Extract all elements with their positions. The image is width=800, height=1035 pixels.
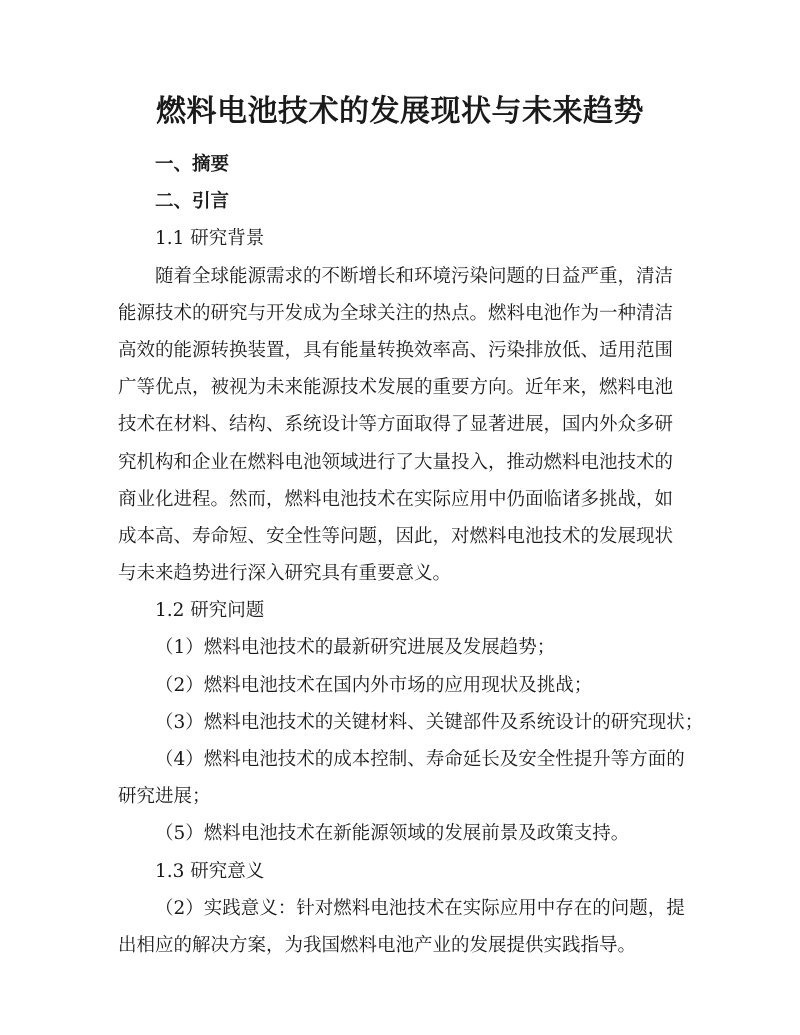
- section-heading-significance: 1.3 研究意义: [155, 860, 265, 882]
- paragraph-line: 广等优点，被视为未来能源技术发展的重要方向。近年来，燃料电池: [118, 377, 674, 399]
- paragraph-line: 成本高、寿命短、安全性等问题，因此，对燃料电池技术的发展现状: [118, 525, 674, 547]
- document-body: [118, 146, 704, 964]
- heading-abstract: 一、摘要: [155, 154, 230, 175]
- question-item-2: （2）燃料电池技术在国内外市场的应用现状及挑战；: [155, 674, 593, 696]
- paragraph-line: 技术在材料、结构、系统设计等方面取得了显著进展，国内外众多研: [118, 414, 674, 436]
- paragraph-line: 随着全球能源需求的不断增长和环境污染问题的日益严重，清洁: [155, 265, 674, 287]
- paragraph-line: 与未来趋势进行深入研究具有重要意义。: [118, 563, 452, 585]
- paragraph-line: 究机构和企业在燃料电池领域进行了大量投入，推动燃料电池技术的: [118, 451, 674, 473]
- section-heading-questions: 1.2 研究问题: [155, 600, 265, 622]
- significance-paragraph-line: （2）实践意义：针对燃料电池技术在实际应用中存在的问题，提: [155, 897, 685, 919]
- significance-paragraph-line: 出相应的解决方案，为我国燃料电池产业的发展提供实践指导。: [118, 934, 637, 956]
- question-item-3: （3）燃料电池技术的关键材料、关键部件及系统设计的研究现状；: [155, 711, 704, 733]
- question-item-5: （5）燃料电池技术在新能源领域的发展前景及政策支持。: [155, 823, 630, 845]
- document-title: 燃料电池技术的发展现状与未来趋势: [156, 94, 644, 129]
- question-item-4-continued: 研究进展；: [118, 786, 211, 808]
- paragraph-line: 能源技术的研究与开发成为全球关注的热点。燃料电池作为一种清洁: [118, 302, 674, 324]
- question-item-4: （4）燃料电池技术的成本控制、寿命延长及安全性提升等方面的: [155, 749, 685, 770]
- paragraph-line: 商业化进程。然而，燃料电池技术在实际应用中仍面临诸多挑战，如: [118, 488, 674, 510]
- question-item-1: （1）燃料电池技术的最新研究进展及发展趋势；: [155, 637, 556, 659]
- heading-intro: 二、引言: [155, 191, 230, 213]
- paragraph-line: 高效的能源转换装置，具有能量转换效率高、污染排放低、适用范围: [118, 339, 674, 361]
- section-heading-background: 1.1 研究背景: [155, 228, 265, 250]
